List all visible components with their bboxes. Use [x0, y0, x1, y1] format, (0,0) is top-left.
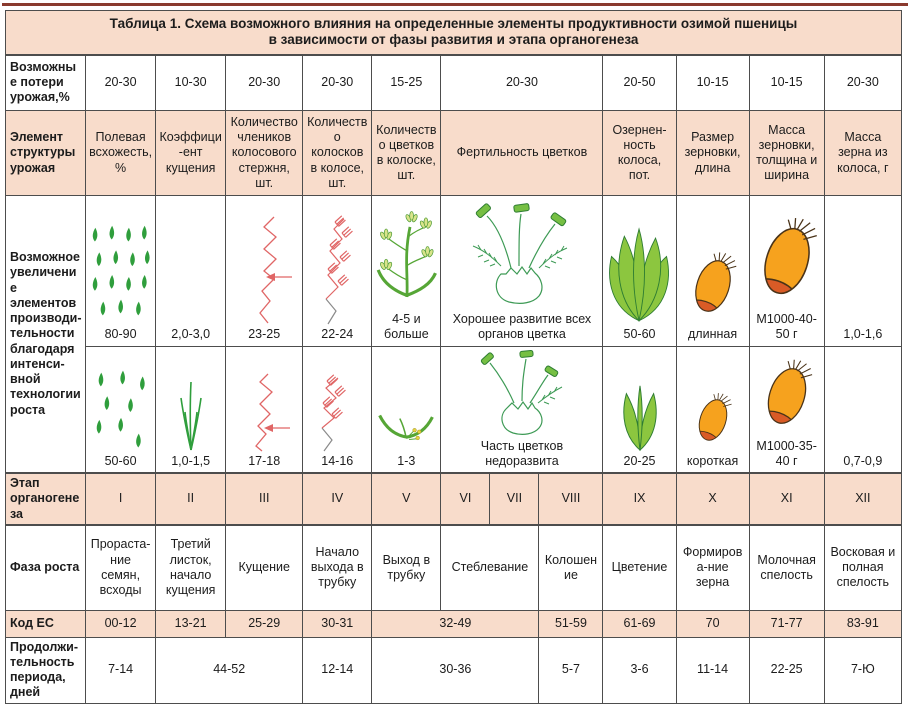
increase-bottom-value: 1,0-1,5 — [171, 453, 211, 468]
increase-top-cell — [603, 196, 676, 347]
increase-bottom-cell — [156, 346, 226, 473]
increase-bottom-value: 20-25 — [623, 453, 656, 468]
title-row — [6, 11, 902, 55]
increase-top-cell — [226, 196, 303, 347]
loss-value: 10-15 — [676, 55, 749, 111]
sprouts-sparse-icon — [89, 370, 152, 452]
increase-top-value: 22-24 — [321, 327, 354, 342]
ec-value: 25-29 — [226, 610, 303, 637]
wheat-productivity-table — [5, 10, 902, 704]
element-name: Фертильность цветков — [441, 111, 603, 196]
phase-value: Колошение — [539, 525, 603, 610]
elements-row — [6, 111, 902, 196]
ec-row — [6, 610, 902, 637]
ec-value: 70 — [676, 610, 749, 637]
sprouts-dense-icon — [89, 225, 152, 325]
loss-value: 20-30 — [824, 55, 901, 111]
ec-value: 32-49 — [372, 610, 539, 637]
losses-row-label: Возможные потери урожая,% — [6, 55, 86, 111]
phase-value: Стеблевание — [441, 525, 539, 610]
increase-top-value: 4-5 и больше — [384, 312, 429, 342]
grain-long-icon — [680, 247, 746, 325]
stage-value: IX — [603, 473, 676, 525]
increase-top-value: 23-25 — [248, 327, 281, 342]
increase-row-label: Возможное увеличение элементов производи-тельности благодаря интенси-вной технологии роста — [6, 196, 86, 474]
rachis-zigzag-arrow-icon — [229, 372, 299, 452]
spikelet-chain-icon — [306, 370, 368, 452]
rachis-zigzag-arrow-icon — [229, 213, 299, 325]
ec-value: 30-31 — [303, 610, 372, 637]
stage-row — [6, 473, 902, 525]
loss-value: 20-30 — [86, 55, 156, 111]
stage-value: XI — [749, 473, 824, 525]
increase-top-value: 2,0-3,0 — [171, 327, 211, 342]
increase-top-cell — [303, 196, 372, 347]
leaf-bundle-small-icon — [606, 380, 672, 452]
ec-value: 61-69 — [603, 610, 676, 637]
increase-bottom-value: короткая — [686, 453, 739, 468]
phase-row — [6, 525, 902, 610]
increase-bottom-value: 1-3 — [397, 453, 416, 468]
increase-top-value: 80-90 — [104, 327, 137, 342]
title-line-1: Таблица 1. Схема возможного влияния на определенные элементы продуктивности озимой пшеницы — [109, 15, 798, 31]
stage-value: VIII — [539, 473, 603, 525]
increase-bottom-cell — [303, 346, 372, 473]
stage-value: VI — [441, 473, 490, 525]
loss-value: 20-30 — [226, 55, 303, 111]
increase-bottom-value: 50-60 — [104, 453, 137, 468]
grain-short-icon — [680, 388, 746, 452]
ec-value: 83-91 — [824, 610, 901, 637]
duration-value: 7-14 — [86, 637, 156, 703]
loss-value: 20-30 — [303, 55, 372, 111]
ec-value: 51-59 — [539, 610, 603, 637]
stage-value: V — [372, 473, 441, 525]
stage-value: VII — [490, 473, 539, 525]
increase-top-value: Хорошее развитие всех органов цветка — [452, 312, 592, 342]
losses-row — [6, 55, 902, 111]
flower-organs-poor-icon — [444, 349, 599, 437]
increase-bottom-value: М1000-35-40 г — [756, 438, 817, 468]
duration-row-label: Продолжи-тельность периода, дней — [6, 637, 86, 703]
grass-tuft-icon — [159, 378, 222, 452]
increase-bottom-cell — [749, 346, 824, 473]
ec-value: 13-21 — [156, 610, 226, 637]
increase-bottom-value: Часть цветков недоразвита — [480, 438, 564, 468]
increase-top-cell — [749, 196, 824, 347]
title-line-2: в зависимости от фазы развития и этапа органогенеза — [268, 32, 639, 48]
increase-top-cell — [86, 196, 156, 347]
increase-bottom-cell — [603, 346, 676, 473]
element-name: Коэффици-ент кущения — [156, 111, 226, 196]
duration-value: 30-36 — [372, 637, 539, 703]
loss-value: 20-50 — [603, 55, 676, 111]
loss-value: 15-25 — [372, 55, 441, 111]
duration-value: 3-6 — [603, 637, 676, 703]
ec-row-label: Код ЕС — [6, 610, 86, 637]
phase-value: Начало выхода в трубку — [303, 525, 372, 610]
increase-top-cell — [676, 196, 749, 347]
duration-value: 12-14 — [303, 637, 372, 703]
phase-value: Цветение — [603, 525, 676, 610]
element-name: Масса зерновки, толщина и ширина — [749, 111, 824, 196]
stage-value: X — [676, 473, 749, 525]
element-name: Количество цветков в колоске, шт. — [372, 111, 441, 196]
element-name: Количество члеников колосового стержня, шт. — [226, 111, 303, 196]
duration-value: 5-7 — [539, 637, 603, 703]
element-name: Количество колосков в колосе, шт. — [303, 111, 372, 196]
element-name: Масса зерна из колоса, г — [824, 111, 901, 196]
stage-value: III — [226, 473, 303, 525]
ec-value: 00-12 — [86, 610, 156, 637]
phase-value: Третий листок, начало кущения — [156, 525, 226, 610]
increase-bottom-value: 17-18 — [248, 453, 281, 468]
increase-bottom-cell — [824, 346, 901, 473]
phase-row-label: Фаза роста — [6, 525, 86, 610]
phase-value: Формирова-ние зерна — [676, 525, 749, 610]
duration-row — [6, 637, 902, 703]
increase-top-cell — [372, 196, 441, 347]
table-title — [6, 11, 902, 55]
increase-top-value: 50-60 — [623, 327, 656, 342]
table-page — [0, 3, 910, 700]
increase-bottom-cell — [441, 346, 603, 473]
element-name: Размер зерновки, длина — [676, 111, 749, 196]
stage-value: I — [86, 473, 156, 525]
duration-value: 11-14 — [676, 637, 749, 703]
element-name: Полевая всхожесть, % — [86, 111, 156, 196]
increase-bottom-cell — [86, 346, 156, 473]
increase-top-row — [6, 196, 902, 347]
elements-row-label: Элемент структуры урожая — [6, 111, 86, 196]
increase-top-cell — [824, 196, 901, 347]
increase-bottom-cell — [372, 346, 441, 473]
increase-top-value: длинная — [688, 327, 738, 342]
loss-value: 10-30 — [156, 55, 226, 111]
ec-value: 71-77 — [749, 610, 824, 637]
phase-value: Кущение — [226, 525, 303, 610]
stage-row-label: Этап органогенеза — [6, 473, 86, 525]
loss-value: 20-30 — [441, 55, 603, 111]
stage-value: II — [156, 473, 226, 525]
loss-value: 10-15 — [749, 55, 824, 111]
increase-top-cell — [441, 196, 603, 347]
stage-value: XII — [824, 473, 901, 525]
increase-top-cell — [156, 196, 226, 347]
top-rule — [2, 3, 908, 6]
increase-top-value: М1000-40-50 г — [756, 312, 817, 342]
element-name: Озернен-ность колоса, пот. — [603, 111, 676, 196]
phase-value: Молочная спелость — [749, 525, 824, 610]
phase-value: Выход в трубку — [372, 525, 441, 610]
duration-value: 44-52 — [156, 637, 303, 703]
duration-value: 22-25 — [749, 637, 824, 703]
flower-organs-good-icon — [444, 202, 599, 310]
increase-bottom-value: 14-16 — [321, 453, 354, 468]
leaf-bundle-large-icon — [606, 221, 672, 325]
increase-bottom-cell — [676, 346, 749, 473]
duration-value: 7-Ю — [824, 637, 901, 703]
phase-value: Восковая и полная спелость — [824, 525, 901, 610]
increase-bottom-cell — [226, 346, 303, 473]
increase-bottom-row — [6, 346, 902, 473]
spikelet-chain-icon — [306, 213, 368, 325]
flowering-branch-icon — [375, 198, 437, 310]
grain-large-icon — [753, 212, 821, 310]
stage-value: IV — [303, 473, 372, 525]
increase-bottom-value: 0,7-0,9 — [843, 453, 883, 468]
increase-top-value: 1,0-1,6 — [843, 327, 883, 342]
floret-plant-icon — [375, 396, 437, 452]
phase-value: Прораста-ние семян, всходы — [86, 525, 156, 610]
grain-medium-icon — [753, 355, 821, 437]
